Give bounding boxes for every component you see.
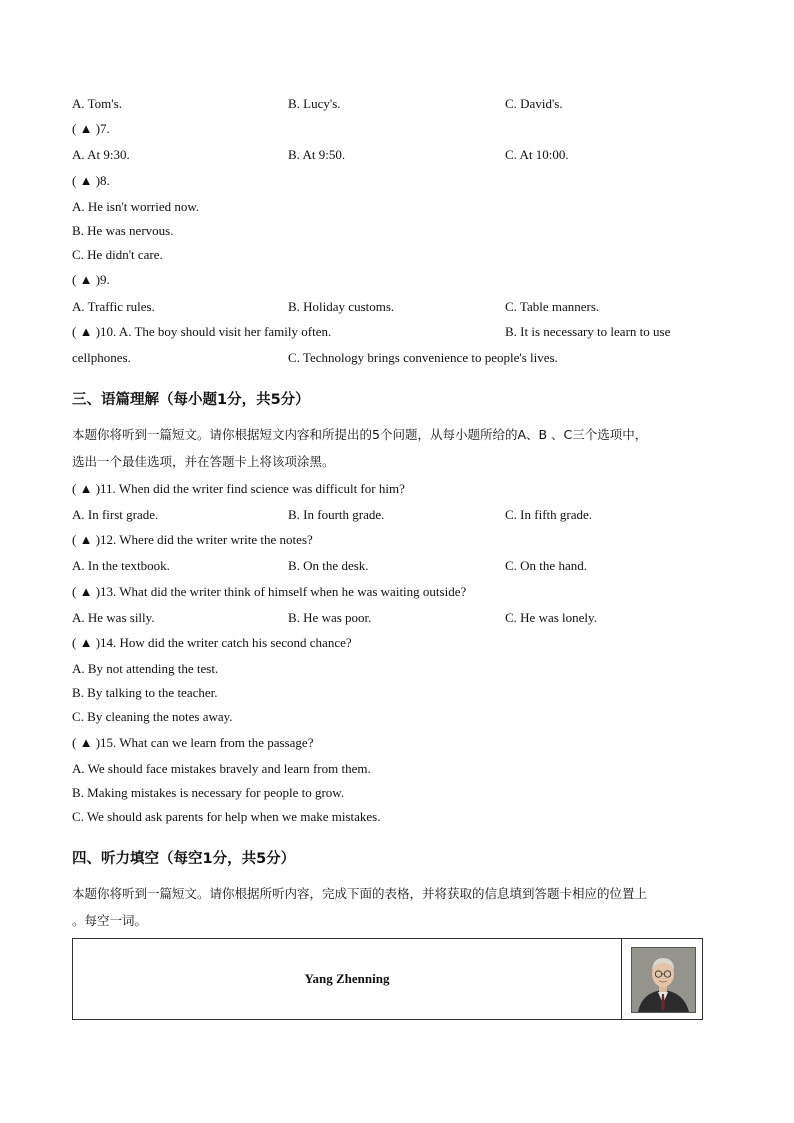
q7-option-c: C. At 10:00.: [505, 147, 569, 162]
q9-option-b: B. Holiday customs.: [288, 299, 395, 314]
q8-option-b: B. He was nervous.: [72, 223, 174, 238]
q9-option-c: C. Table manners.: [505, 299, 600, 314]
q7-option-a: A. At 9:30.: [72, 147, 130, 162]
table-title-cell: [73, 939, 622, 1019]
q13-stem: ( ▲ )13. What did the writer think of himself when he was waiting outside?: [72, 584, 467, 599]
q13-option-b: B. He was poor.: [288, 610, 372, 625]
portrait-photo: [631, 947, 696, 1013]
portrait-image: [632, 948, 695, 1012]
section-3-instruction-line-2: 选出一个最佳选项，并在答题卡上将该项涂黑。: [72, 454, 335, 469]
q15-option-b: B. Making mistakes is necessary for people to grow.: [72, 785, 345, 800]
q14-option-c: C. By cleaning the notes away.: [72, 709, 233, 724]
section-4-instruction-line-2: 。每空一词。: [72, 913, 148, 928]
q13-option-c: C. He was lonely.: [505, 610, 597, 625]
section-3-instruction-line-1: 本题你将听到一篇短文。请你根据短文内容和所提出的5个问题，从每小题所给的A、B 、C三个选项中，: [72, 427, 648, 442]
q12-option-a: A. In the textbook.: [72, 558, 170, 573]
q15-stem: ( ▲ )15. What can we learn from the passage?: [72, 735, 314, 750]
q9-stem: ( ▲ )9.: [72, 272, 110, 287]
q6-option-b: B. Lucy's.: [288, 96, 341, 111]
q11-option-a: A. In first grade.: [72, 507, 159, 522]
q12-option-c: C. On the hand.: [505, 558, 587, 573]
table-title: Yang Zhenning: [304, 971, 390, 986]
q8-stem: ( ▲ )8.: [72, 173, 110, 188]
q15-option-a: A. We should face mistakes bravely and learn from them.: [72, 761, 371, 776]
q10-option-b: B. It is necessary to learn to use: [505, 324, 671, 339]
info-table: [72, 938, 703, 1020]
section-4-instruction-line-1: 本题你将听到一篇短文。请你根据所听内容，完成下面的表格，并将获取的信息填到答题卡相应的位置上: [72, 886, 648, 901]
section-4-heading: 四、听力填空（每空1分，共5分）: [72, 851, 296, 867]
q8-option-c: C. He didn't care.: [72, 247, 163, 262]
q14-stem: ( ▲ )14. How did the writer catch his second chance?: [72, 635, 352, 650]
q14-option-b: B. By talking to the teacher.: [72, 685, 218, 700]
q14-option-a: A. By not attending the test.: [72, 661, 219, 676]
q10-option-b-continued: cellphones.: [72, 350, 131, 365]
q11-option-b: B. In fourth grade.: [288, 507, 385, 522]
q7-option-b: B. At 9:50.: [288, 147, 346, 162]
q13-option-a: A. He was silly.: [72, 610, 155, 625]
q10-option-c: C. Technology brings convenience to people's lives.: [288, 350, 558, 365]
q6-option-a: A. Tom's.: [72, 96, 122, 111]
q9-option-a: A. Traffic rules.: [72, 299, 155, 314]
q12-option-b: B. On the desk.: [288, 558, 369, 573]
q11-stem: ( ▲ )11. When did the writer find science was difficult for him?: [72, 481, 405, 496]
section-3-heading: 三、语篇理解（每小题1分，共5分）: [72, 392, 310, 408]
q11-option-c: C. In fifth grade.: [505, 507, 593, 522]
q7-stem: ( ▲ )7.: [72, 121, 110, 136]
q15-option-c: C. We should ask parents for help when we make mistakes.: [72, 809, 381, 824]
q10-stem-option-a: ( ▲ )10. A. The boy should visit her family often.: [72, 324, 332, 339]
q12-stem: ( ▲ )12. Where did the writer write the notes?: [72, 532, 313, 547]
q6-option-c: C. David's.: [505, 96, 563, 111]
q8-option-a: A. He isn't worried now.: [72, 199, 200, 214]
